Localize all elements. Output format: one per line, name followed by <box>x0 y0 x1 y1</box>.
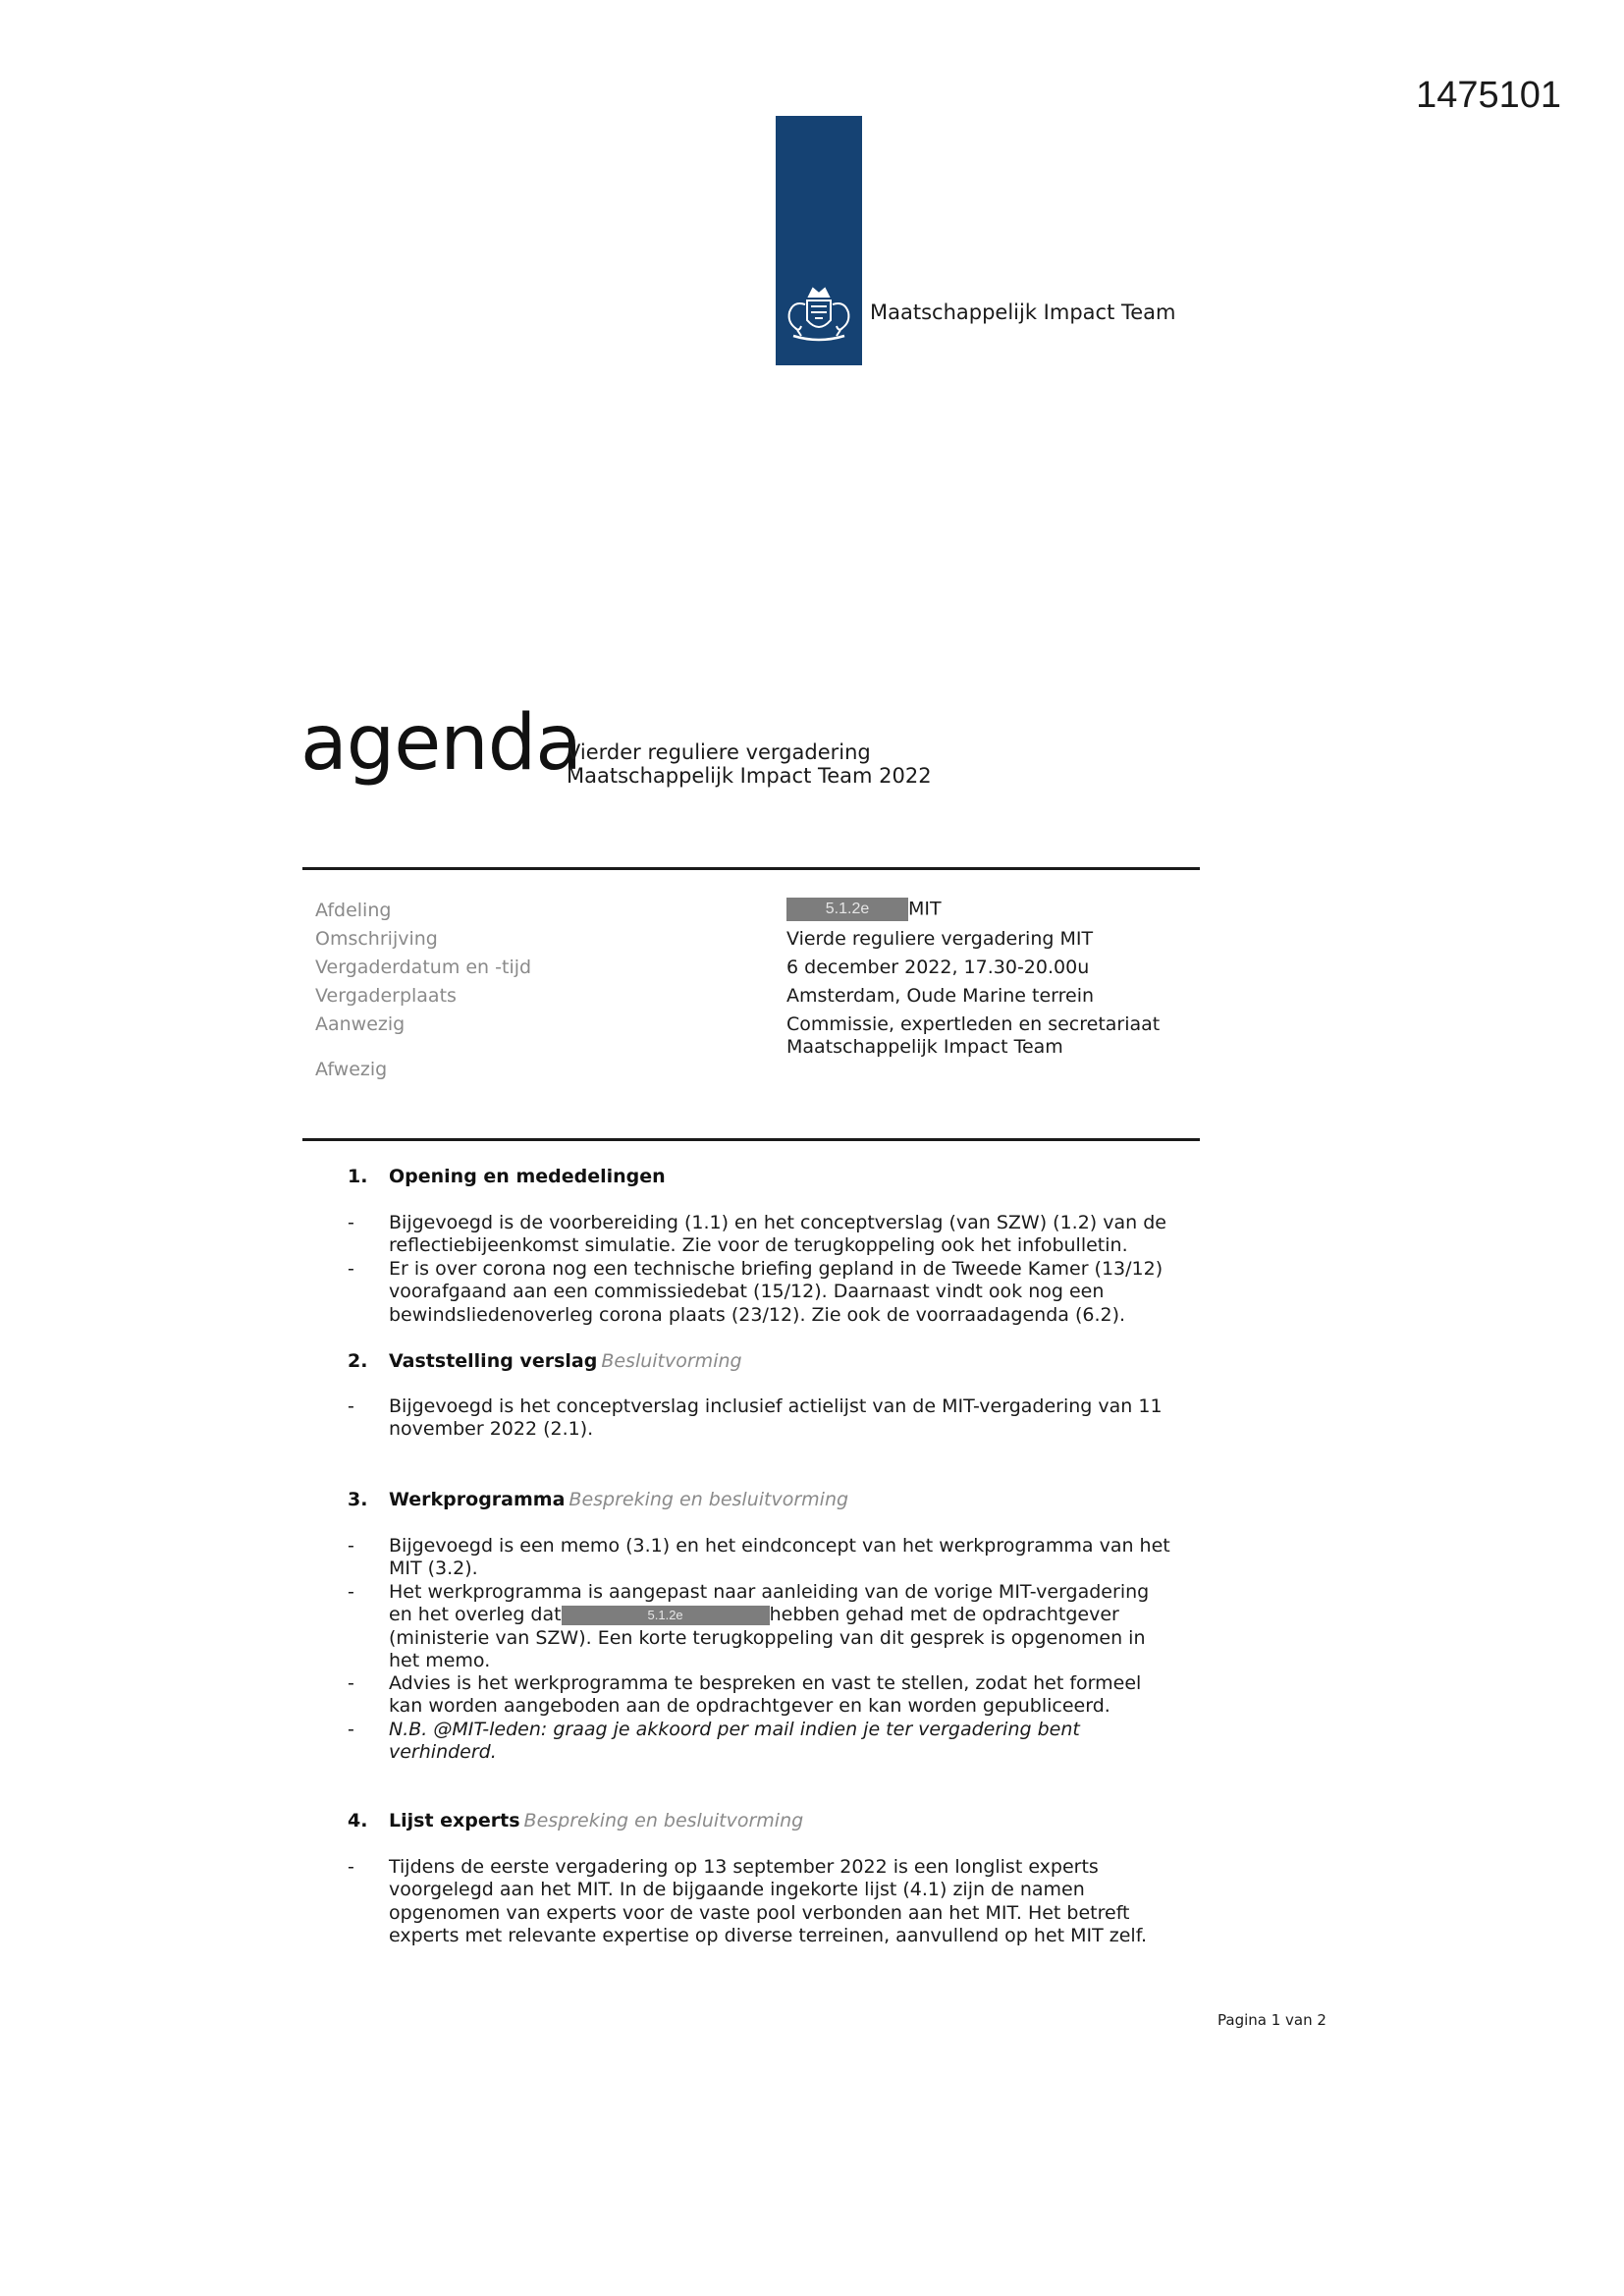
coat-of-arms-icon <box>780 283 858 352</box>
bullet-line-redacted: en het overleg dat 5.1.2e hebben gehad met de opdrachtgever <box>389 1604 1119 1626</box>
section-title: Lijst experts Bespreking en besluitvorming <box>389 1810 804 1831</box>
section-title: Opening en mededelingen <box>389 1166 666 1187</box>
bullet-line: bewindsliedenoverleg corona plaats (23/12). Zie ook de voorraadagenda (6.2). <box>389 1303 1126 1326</box>
meta-label-afwezig: Afwezig <box>315 1059 388 1080</box>
bullet-line: Tijdens de eerste vergadering op 13 september 2022 is een longlist experts <box>389 1856 1099 1878</box>
bullet-line: voorgelegd aan het MIT. In de bijgaande ingekorte lijst (4.1) zijn de namen <box>389 1879 1085 1901</box>
bullet-line: Bijgevoegd is het conceptverslag inclusief actielijst van de MIT-vergadering van 11 <box>389 1395 1163 1417</box>
afdeling-suffix: MIT <box>908 898 942 920</box>
redaction-block: 5.1.2e <box>562 1606 770 1625</box>
divider-top <box>302 867 1200 870</box>
bullet-dash: - <box>348 1395 354 1417</box>
section-number: 2. <box>348 1350 368 1372</box>
bullet-line: opgenomen van experts voor de vaste pool verbonden aan het MIT. Het betreft <box>389 1901 1130 1924</box>
bullet-line: MIT (3.2). <box>389 1558 478 1580</box>
bullet-dash: - <box>348 1212 354 1233</box>
meta-label-plaats: Vergaderplaats <box>315 985 457 1007</box>
meta-value-aanwezig-line-2: Maatschappelijk Impact Team <box>786 1036 1063 1058</box>
section-number: 1. <box>348 1166 368 1187</box>
section-number: 4. <box>348 1810 368 1831</box>
bullet-line: reflectiebijeenkomst simulatie. Zie voor de terugkoppeling ook het infobulletin. <box>389 1234 1128 1257</box>
bullet-line: experts met relevante expertise op diverse terreinen, aanvullend op het MIT zelf. <box>389 1925 1148 1947</box>
bullet-line: november 2022 (2.1). <box>389 1418 594 1441</box>
section-subtitle: Bespreking en besluitvorming <box>568 1489 849 1510</box>
bullet-line: Bijgevoegd is een memo (3.1) en het eindconcept van het werkprogramma van het <box>389 1535 1170 1557</box>
section-title: Werkprogramma Bespreking en besluitvorming <box>389 1489 849 1510</box>
agenda-title: agenda <box>300 699 582 788</box>
bullet-line: Het werkprogramma is aangepast naar aanleiding van de vorige MIT-vergadering <box>389 1581 1150 1603</box>
section-title: Vaststelling verslag Besluitvorming <box>389 1350 742 1372</box>
bullet-dash: - <box>348 1856 354 1878</box>
bullet-line: Bijgevoegd is de voorbereiding (1.1) en het conceptverslag (van SZW) (1.2) van de <box>389 1212 1166 1233</box>
meta-label-datum: Vergaderdatum en -tijd <box>315 957 532 978</box>
meta-value-afdeling <box>786 898 942 921</box>
bullet-dash: - <box>348 1719 354 1740</box>
page-footer: Pagina 1 van 2 <box>1218 2011 1326 2029</box>
bullet-line: voorafgaand aan een commissiedebat (15/12). Daarnaast vindt ook nog een <box>389 1281 1105 1303</box>
bullet-dash: - <box>348 1581 354 1603</box>
bullet-line: Er is over corona nog een technische briefing gepland in de Tweede Kamer (13/12) <box>389 1258 1164 1280</box>
bullet-line: kan worden aangeboden aan de opdrachtgever en kan worden gepubliceerd. <box>389 1695 1110 1718</box>
section-heading-2 <box>348 1350 742 1372</box>
bullet-dash: - <box>348 1258 354 1280</box>
meta-label-afdeling: Afdeling <box>315 900 392 921</box>
logo-bar <box>776 116 862 365</box>
organization-name: Maatschappelijk Impact Team <box>870 301 1176 324</box>
bullet-dash: - <box>348 1535 354 1557</box>
agenda-subtitle-line-2: Maatschappelijk Impact Team 2022 <box>567 764 932 788</box>
section-subtitle: Besluitvorming <box>601 1350 742 1372</box>
section-heading-1 <box>348 1166 666 1187</box>
meta-label-omschrijving: Omschrijving <box>315 928 438 950</box>
bullet-line: (ministerie van SZW). Een korte terugkoppeling van dit gesprek is opgenomen in <box>389 1626 1146 1649</box>
meta-value-plaats: Amsterdam, Oude Marine terrein <box>786 985 1095 1007</box>
divider-bottom <box>302 1138 1200 1141</box>
bullet-line: N.B. @MIT-leden: graag je akkoord per mail indien je ter vergadering bent <box>389 1719 1080 1740</box>
document-number: 1475101 <box>1416 75 1561 116</box>
meta-value-aanwezig-line-1: Commissie, expertleden en secretariaat <box>786 1013 1161 1035</box>
redaction-block: 5.1.2e <box>786 898 908 921</box>
meta-value-datum: 6 december 2022, 17.30-20.00u <box>786 957 1090 978</box>
section-heading-3 <box>348 1489 849 1510</box>
meta-value-omschrijving: Vierde reguliere vergadering MIT <box>786 928 1094 950</box>
bullet-dash: - <box>348 1672 354 1694</box>
agenda-subtitle-line-1: Vierder reguliere vergadering <box>567 740 871 764</box>
section-number: 3. <box>348 1489 368 1510</box>
section-heading-4 <box>348 1810 804 1831</box>
bullet-line: Advies is het werkprogramma te bespreken en vast te stellen, zodat het formeel <box>389 1672 1142 1694</box>
bullet-line: verhinderd. <box>389 1741 497 1764</box>
bullet-line: het memo. <box>389 1650 491 1672</box>
meta-label-aanwezig: Aanwezig <box>315 1013 406 1035</box>
section-subtitle: Bespreking en besluitvorming <box>523 1810 804 1831</box>
